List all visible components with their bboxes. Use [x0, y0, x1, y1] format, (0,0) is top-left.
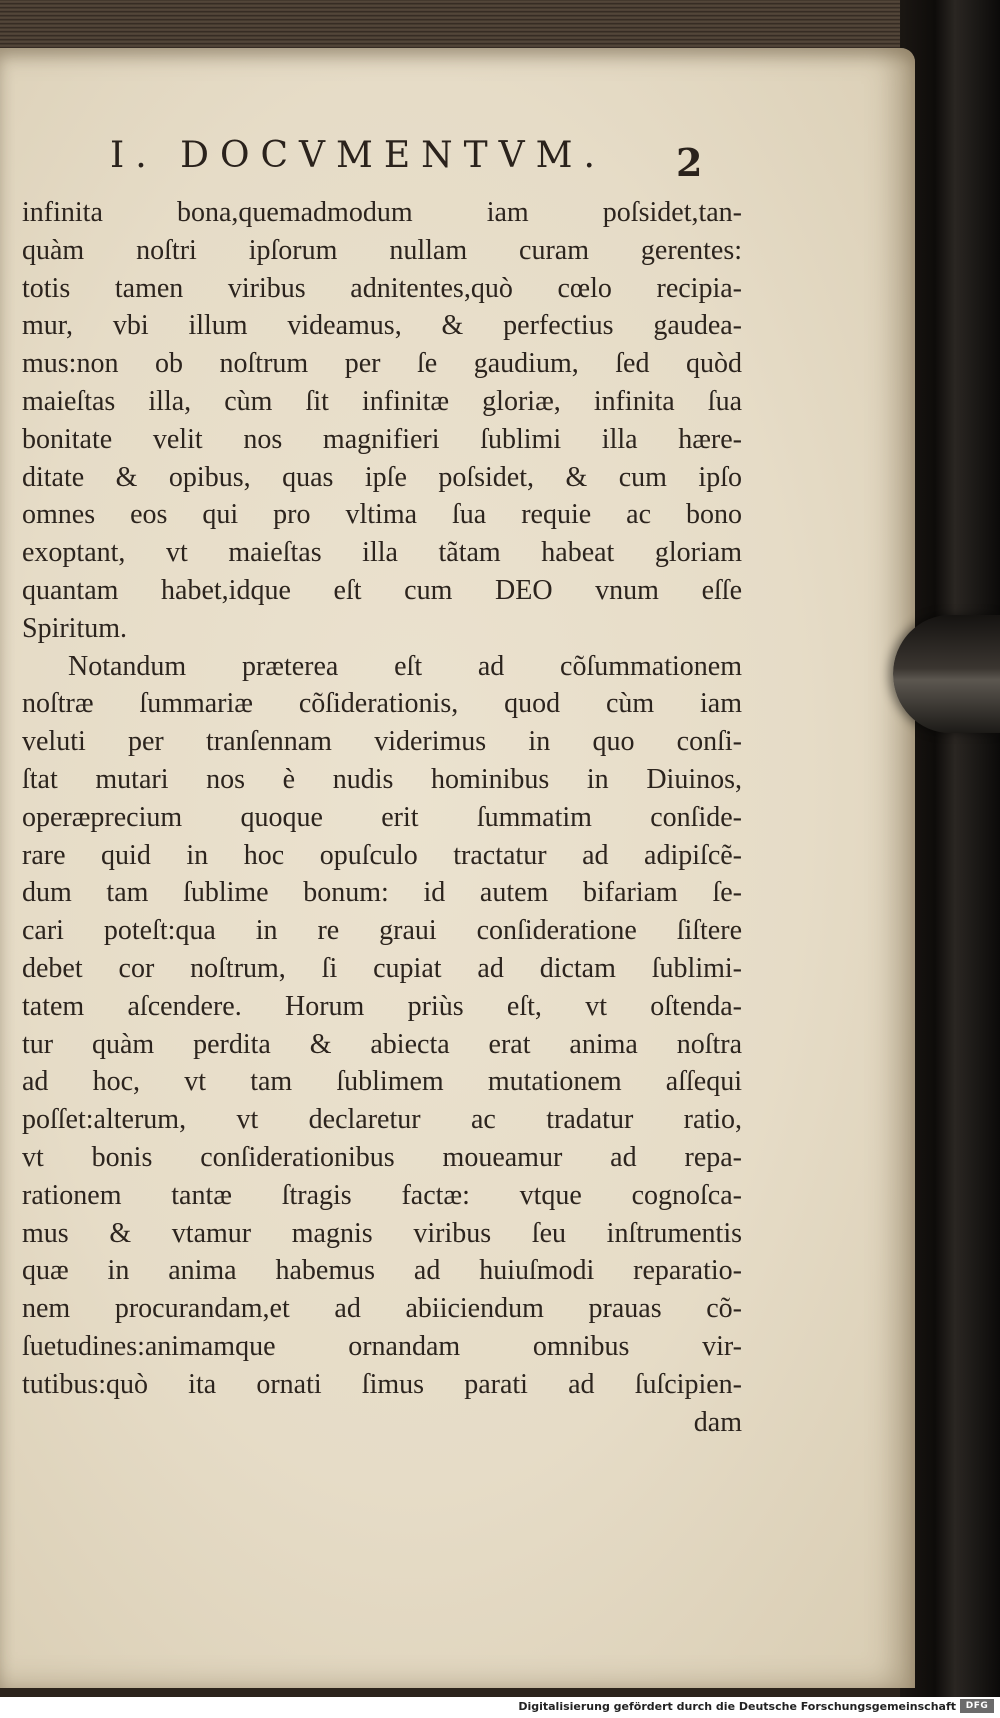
text-line: ad hoc, vt tam ſublimem mutationem aſſequi [22, 1066, 742, 1098]
text-line: dum tam ſublime bonum: id autem bifariam ſe- [22, 877, 742, 909]
text-line: ſtat mutari nos è nudis hominibus in Diuinos, [22, 763, 742, 795]
text-line: maieſtas illa, cùm ſit infinitæ gloriæ, infinita ſua [22, 385, 742, 417]
text-line: infinita bona,quemadmodum iam poſsidet,tan- [22, 197, 742, 228]
clasp-strap [893, 615, 1000, 733]
running-head: I. DOCVMENTVM. [110, 135, 606, 176]
text-line: noſtræ ſummariæ cõſiderationis, quod cùm iam [22, 688, 742, 720]
text-line: poſſet:alterum, vt declaretur ac tradatur ratio, [22, 1104, 742, 1136]
text-line: veluti per tranſennam viderimus in quo conſi- [22, 726, 742, 758]
digitization-credit: Digitalisierung gefördert durch die Deutsche Forschungsgemeinschaft [518, 1700, 956, 1713]
text-line: rare quid in hoc opuſculo tractatur ad adipiſcẽ- [22, 839, 742, 871]
text-line: rationem tantæ ſtragis factæ: vtque cognoſca- [22, 1179, 742, 1211]
page-number: 2 [676, 140, 703, 185]
text-line: mus & vtamur magnis viribus ſeu inſtrumentis [22, 1217, 742, 1249]
text-line: totis tamen viribus adnitentes,quò cœlo recipia- [22, 272, 742, 304]
text-line: quæ in anima habemus ad huiuſmodi reparatio- [22, 1255, 742, 1287]
text-line: nem procurandam,et ad abiiciendum prauas cõ- [22, 1293, 742, 1325]
text-line: ditate & opibus, quas ipſe poſsidet, & cum ipſo [22, 461, 742, 493]
text-line: tatem aſcendere. Horum priùs eſt, vt oſtenda- [22, 990, 742, 1022]
text-line: quantam habet,idque eſt cum DEO vnum eſſe [22, 574, 742, 606]
text-line: exoptant, vt maieſtas illa tãtam habeat gloriam [22, 537, 742, 569]
text-line: bonitate velit nos magnifieri ſublimi illa hære- [22, 423, 742, 455]
book-cover-edge [900, 0, 1000, 1718]
text-line: tutibus:quò ita ornati ſimus parati ad ſuſcipien- [22, 1368, 742, 1400]
text-line: vt bonis conſiderationibus moueamur ad repa- [22, 1141, 742, 1173]
text-line: Notandum præterea eſt ad cõſummationem [68, 650, 742, 682]
text-line: debet cor noſtrum, ſi cupiat ad dictam ſublimi- [22, 952, 742, 984]
text-line: Spiritum. [22, 612, 128, 644]
text-line: mur, vbi illum videamus, & perfectius gaudea- [22, 310, 742, 342]
text-block [22, 194, 742, 1441]
catchword: dam [693, 1406, 742, 1438]
text-line: tur quàm perdita & abiecta erat anima noſtra [22, 1028, 742, 1060]
text-line: cari poteſt:qua in re graui conſideratione ſiſtere [22, 915, 742, 947]
text-line: operæprecium quoque erit ſummatim conſide- [22, 801, 742, 833]
text-line: ſuetudines:animamque ornandam omnibus vir- [22, 1330, 742, 1362]
dfg-logo-icon: DFG [960, 1699, 994, 1713]
text-line: mus:non ob noſtrum per ſe gaudium, ſed quòd [22, 348, 742, 380]
text-line: quàm noſtri ipſorum nullam curam gerentes: [22, 234, 742, 266]
text-line: omnes eos qui pro vltima ſua requie ac bono [22, 499, 742, 531]
